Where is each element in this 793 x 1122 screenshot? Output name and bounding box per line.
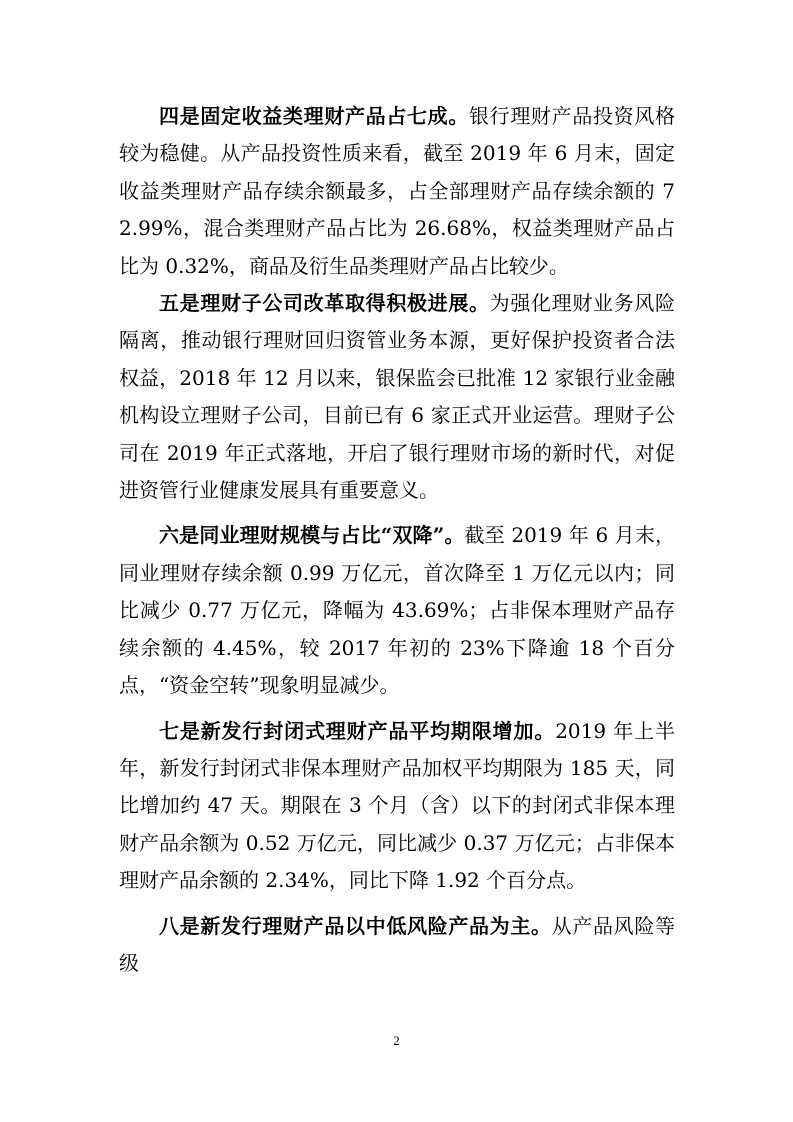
paragraph-risk-level — [119, 908, 675, 983]
paragraph-body: 为强化理财业务风险隔离，推动银行理财回归资管业务本源，更好保护投资者合法权益，2018 年 12 月以来，银保监会已批准 12 家银行业金融机构设立理财子公司，目前已有 6 家正式开业运营。理财子公司在 2019 年正式落地，开启了银行理财市场的新时代，对促进资管行业健康发展具有重要意义。 — [119, 291, 676, 503]
paragraph-subsidiary-reform — [119, 285, 675, 509]
paragraph-body: 2019 年上半年，新发行封闭式非保本理财产品加权平均期限为 185 天，同比增加约 47 天。期限在 3 个月（含）以下的封闭式非保本理财产品余额为 0.52 万亿元，同比减少 0.37 万亿元；占非保本理财产品余额的 2.34%，同比下降 1.92 个百分点。 — [119, 718, 675, 893]
paragraph-lead: 四是固定收益类理财产品占七成。 — [159, 104, 469, 128]
page-number: 2 — [393, 1033, 400, 1048]
paragraph-closed-end-term — [119, 713, 675, 900]
paragraph-lead: 八是新发行理财产品以中低风险产品为主。 — [159, 913, 552, 938]
paragraph-lead: 六是同业理财规模与占比“双降”。 — [159, 523, 465, 548]
page-content — [119, 98, 675, 982]
paragraph-body: 从产品风险等级 — [119, 913, 676, 975]
paragraph-lead: 五是理财子公司改革取得积极进展。 — [159, 291, 490, 316]
paragraph-body: 银行理财产品投资风格较为稳健。从产品投资性质来看，截至 2019 年 6 月末，固定收益类理财产品存续余额最多，占全部理财产品存续余额的 72.99%，混合类理财产品占比为 26.68%，权益类理财产品占比为 0.32%，商品及衍生品类理财产品占比较少。 — [119, 104, 675, 278]
paragraph-lead: 七是新发行封闭式理财产品平均期限增加。 — [159, 718, 556, 743]
paragraph-body: 截至 2019 年 6 月末，同业理财存续余额 0.99 万亿元，首次降至 1 万亿元以内；同比减少 0.77 万亿元，降幅为 43.69%；占非保本理财产品存续余额的 4.45%，较 2017 年初的 23%下降逾 18 个百分点，“资金空转”现象明显减少。 — [119, 523, 675, 698]
paragraph-fixed-income — [119, 98, 675, 285]
paragraph-interbank-decline — [119, 517, 675, 704]
